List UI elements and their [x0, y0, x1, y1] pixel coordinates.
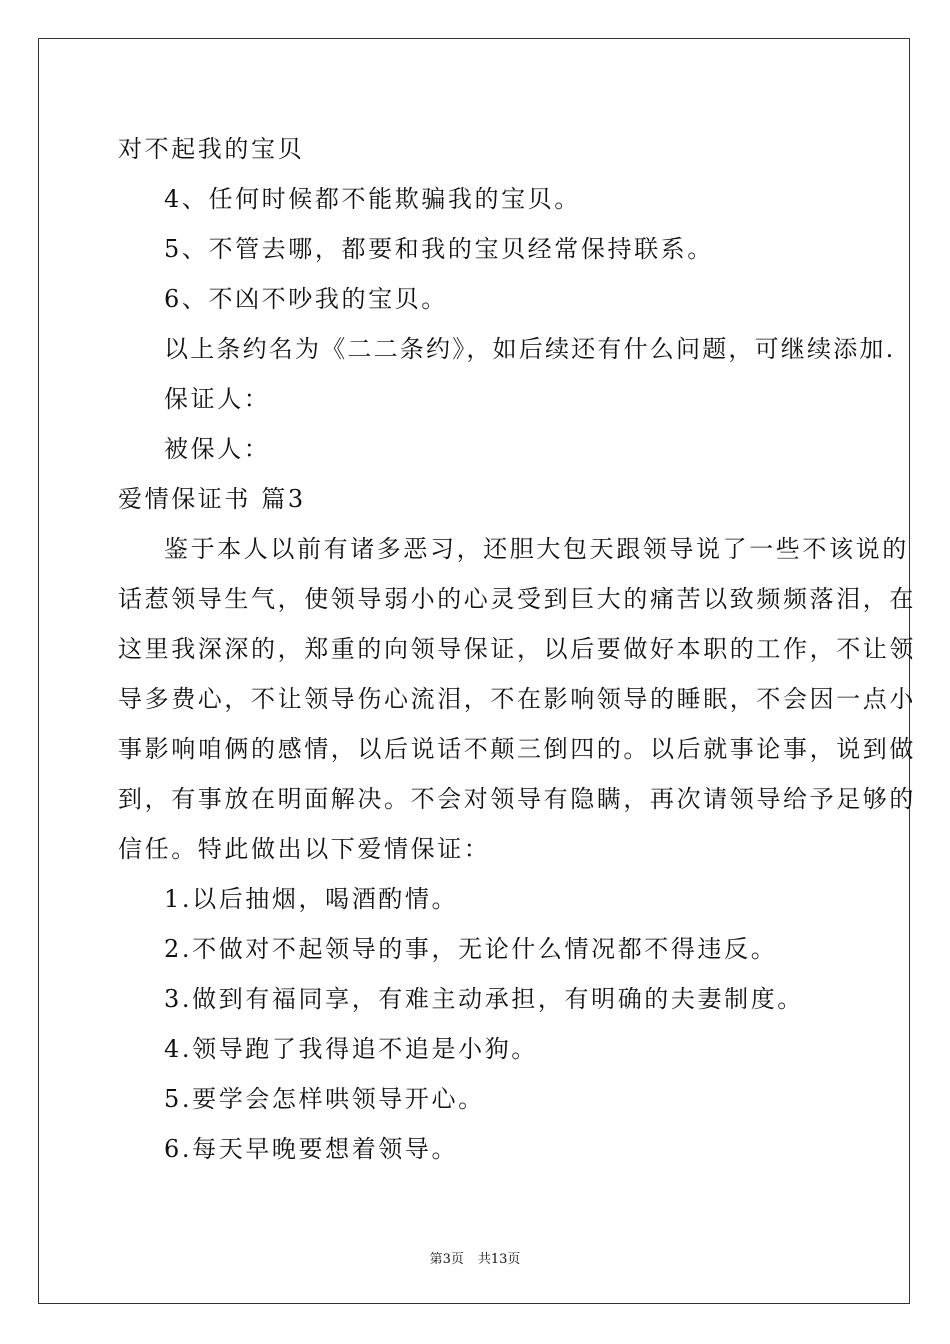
- list-item: 6.每天早晚要想着领导。: [164, 1135, 459, 1163]
- text-line: 5、不管去哪，都要和我的宝贝经常保持联系。: [164, 235, 714, 263]
- text-line: 信任。特此做出以下爱情保证：: [118, 835, 491, 863]
- page-border: [38, 38, 910, 1304]
- section-heading: 爱情保证书 篇3: [118, 485, 306, 513]
- text-line: 以上条约名为《二二条约》，如后续还有什么问题，可继续添加.: [164, 335, 896, 363]
- text-line: 被保人：: [164, 435, 271, 463]
- page-footer: [0, 1248, 950, 1267]
- text-line: 对不起我的宝贝: [118, 135, 305, 163]
- text-line: 事影响咱俩的感情，以后说话不颠三倒四的。以后就事论事，说到做: [118, 735, 916, 763]
- list-item: 4.领导跑了我得追不追是小狗。: [164, 1035, 538, 1063]
- list-item: 1.以后抽烟，喝酒酌情。: [164, 885, 459, 913]
- text-line: 这里我深深的，郑重的向领导保证，以后要做好本职的工作，不让领: [118, 635, 916, 663]
- text-line: 到，有事放在明面解决。不会对领导有隐瞒，再次请领导给予足够的: [118, 785, 916, 813]
- text-line: 6、不凶不吵我的宝贝。: [164, 285, 448, 313]
- text-line: 保证人：: [164, 385, 271, 413]
- text-line: 4、任何时候都不能欺骗我的宝贝。: [164, 185, 581, 213]
- list-item: 2.不做对不起领导的事，无论什么情况都不得违反。: [164, 935, 778, 963]
- page-total: 共13页: [477, 1252, 521, 1267]
- list-item: 3.做到有福同享，有难主动承担，有明确的夫妻制度。: [164, 985, 804, 1013]
- text-line: 导多费心，不让领导伤心流泪，不在影响领导的睡眠，不会因一点小: [118, 685, 916, 713]
- list-item: 5.要学会怎样哄领导开心。: [164, 1085, 485, 1113]
- text-line: 话惹领导生气，使领导弱小的心灵受到巨大的痛苦以致频频落泪，在: [118, 585, 916, 613]
- page-number: 第3页: [429, 1252, 464, 1267]
- text-line: 鉴于本人以前有诸多恶习，还胆大包天跟领导说了一些不该说的: [164, 535, 909, 563]
